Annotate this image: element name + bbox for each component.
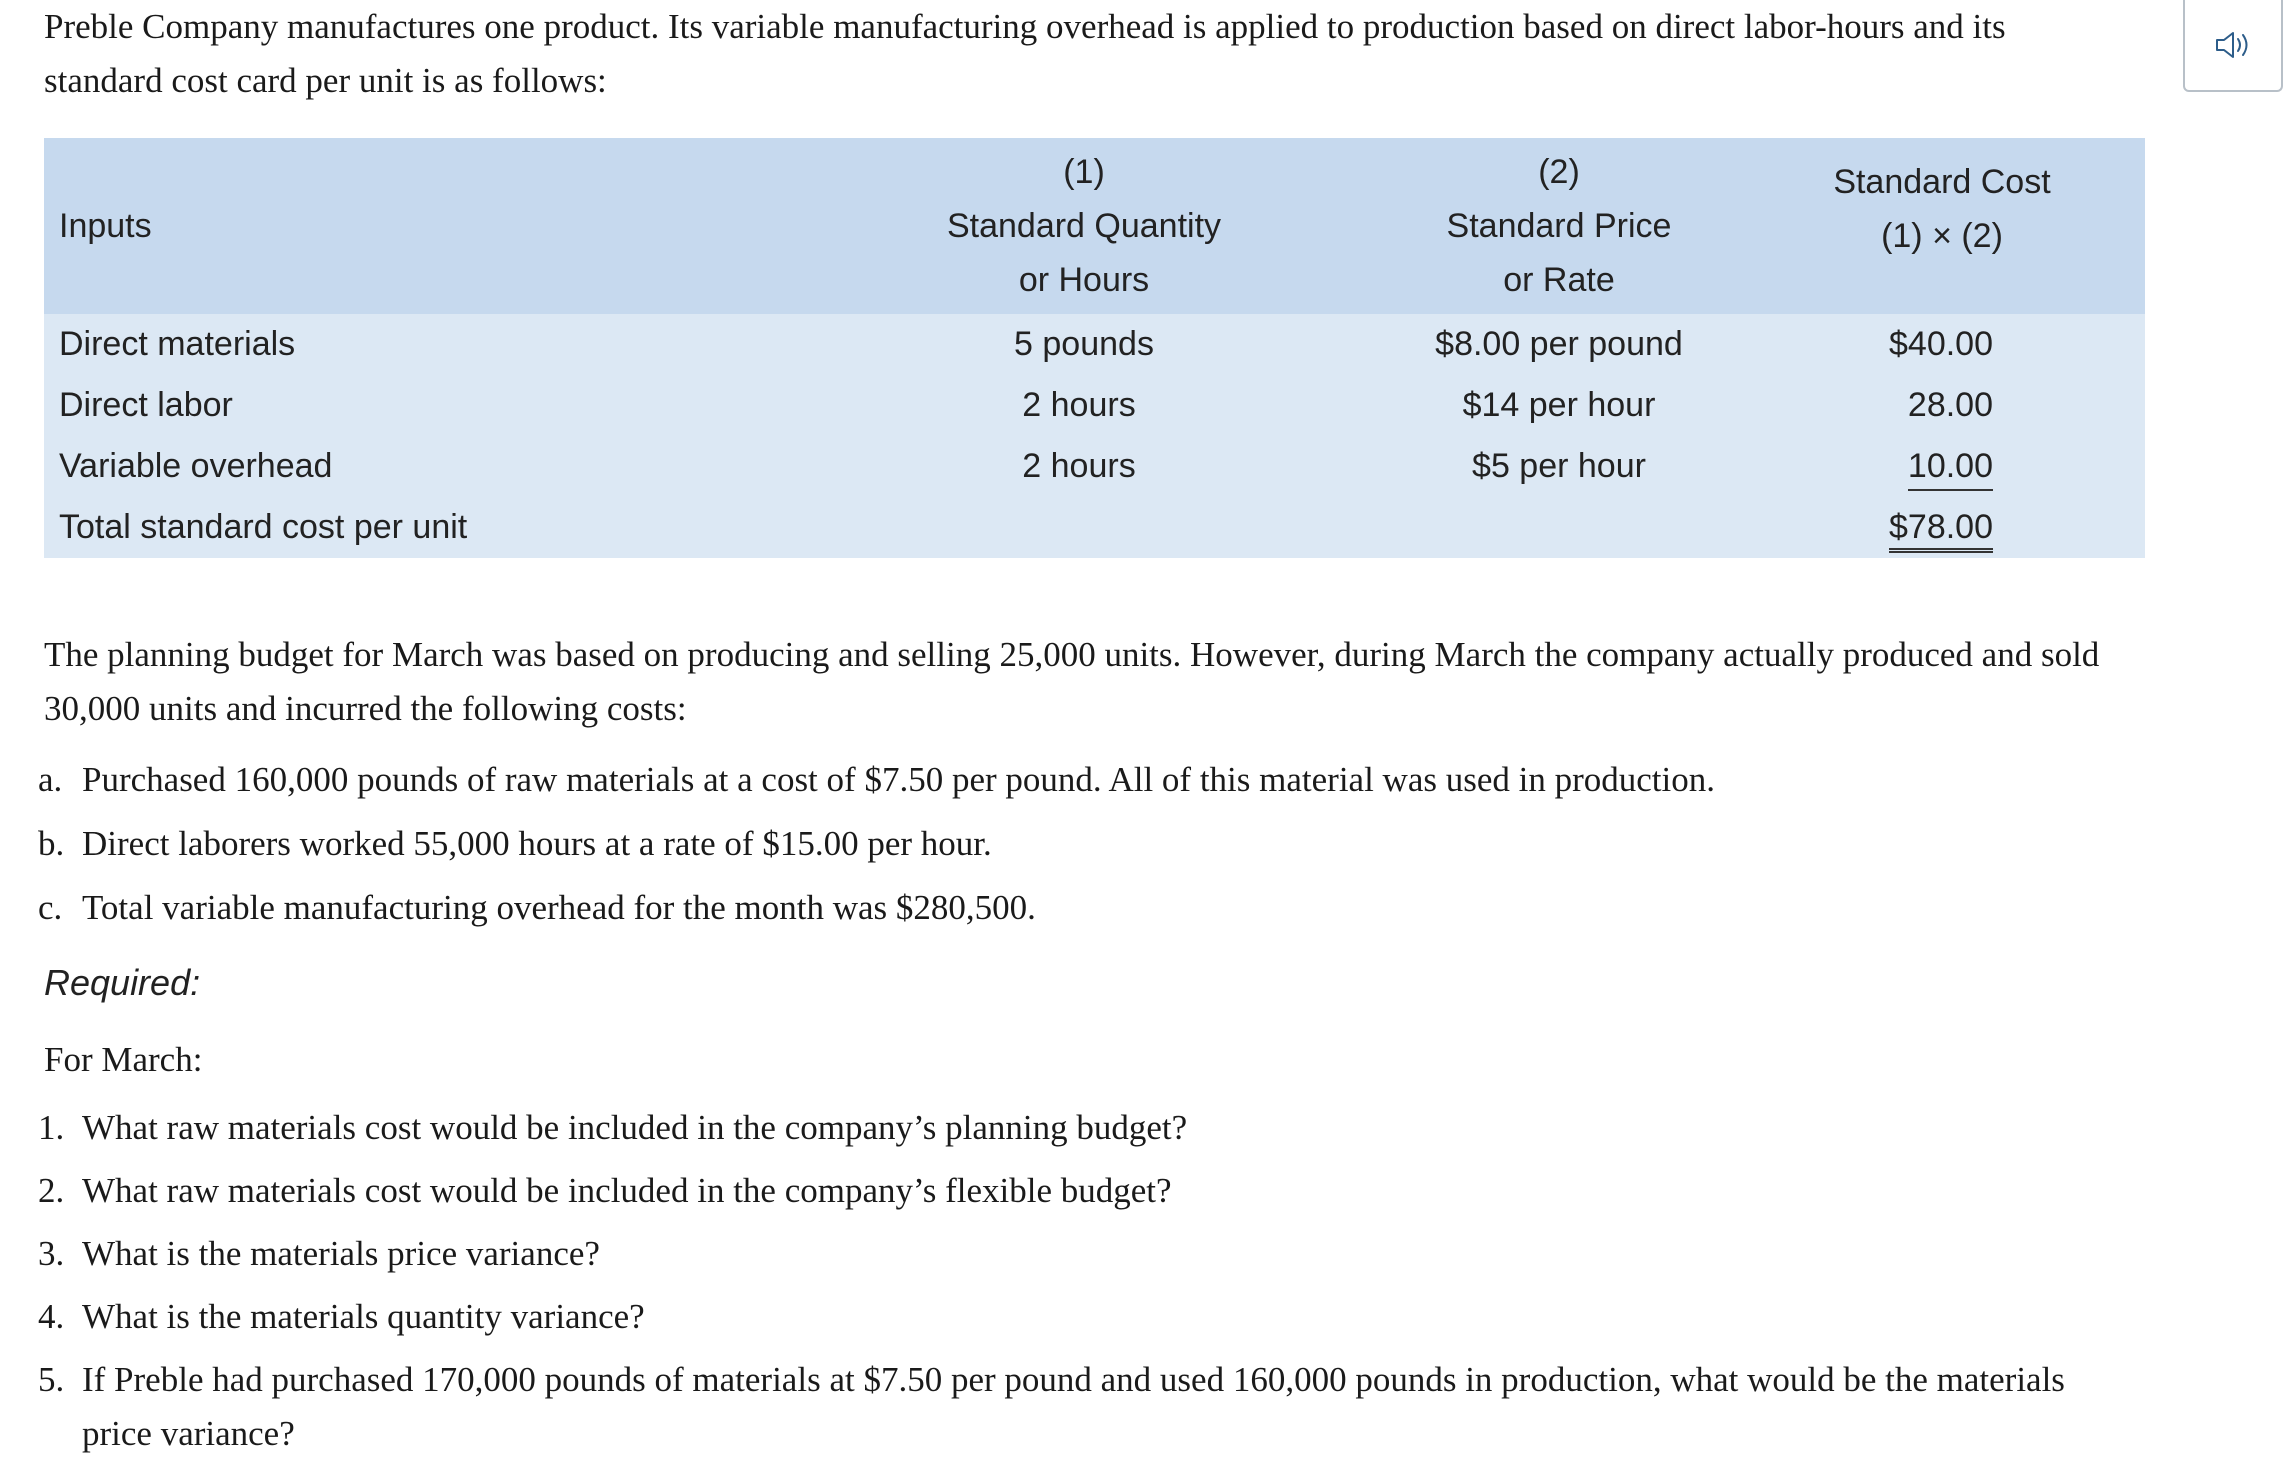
total-label: Total standard cost per unit xyxy=(59,508,468,546)
question-text: What is the materials price variance? xyxy=(82,1234,600,1273)
header-standard-quantity xyxy=(849,138,1319,314)
header-inputs: Inputs xyxy=(59,206,152,245)
row-price: $8.00 per pound xyxy=(1435,325,1683,363)
question-text: If Preble had purchased 170,000 pounds of materials at $7.50 per pound and used 160,000 pounds in production, what would be the materials price variance? xyxy=(82,1360,2065,1453)
row-quantity: 5 pounds xyxy=(1014,325,1154,363)
question-item xyxy=(38,1101,2118,1155)
scenario-paragraph: The planning budget for March was based on producing and selling 25,000 units. However, during March the company actually produced and sold 30,000 units and incurred the following costs: xyxy=(44,635,2100,728)
list-item xyxy=(38,812,1715,876)
table-row xyxy=(44,375,2145,436)
table-total-row xyxy=(44,497,2145,558)
header-price-line1: Standard Price xyxy=(1446,207,1672,245)
question-text: What is the materials quantity variance? xyxy=(82,1297,645,1336)
row-cost: 10.00 xyxy=(1908,447,1993,491)
facts-list xyxy=(38,748,1715,940)
list-item xyxy=(38,748,1715,812)
question-marker: 2. xyxy=(38,1171,65,1210)
question-text: What raw materials cost would be included in the company’s flexible budget? xyxy=(82,1171,1172,1210)
header-qty-number: (1) xyxy=(1063,153,1105,191)
question-item xyxy=(38,1353,2118,1461)
question-marker: 3. xyxy=(38,1234,65,1273)
list-marker: a. xyxy=(38,760,63,799)
speaker-icon xyxy=(2213,29,2253,61)
required-heading: Required: xyxy=(44,962,201,1003)
table-row xyxy=(44,314,2145,375)
list-item xyxy=(38,876,1715,940)
row-label: Direct labor xyxy=(59,386,233,424)
header-cost-line2: (1) × (2) xyxy=(1881,217,2003,255)
question-marker: 4. xyxy=(38,1297,65,1336)
row-label: Direct materials xyxy=(59,325,296,363)
row-cost-cell xyxy=(1799,436,2145,497)
total-cost: $78.00 xyxy=(1889,508,1993,553)
list-item-text: Direct laborers worked 55,000 hours at a rate of $15.00 per hour. xyxy=(82,824,992,863)
standard-cost-table xyxy=(44,138,2145,558)
header-cost-line1: Standard Cost xyxy=(1833,163,2051,201)
table-row xyxy=(44,436,2145,497)
header-price-number: (2) xyxy=(1538,153,1580,191)
intro-paragraph: Preble Company manufactures one product. Its variable manufacturing overhead is applied to production based on direct labor-hours and its standard cost card per unit is as follows: xyxy=(44,7,2006,100)
row-cost: $40.00 xyxy=(1889,325,1993,363)
header-standard-price xyxy=(1319,138,1799,314)
header-standard-cost xyxy=(1799,138,2145,314)
list-marker: c. xyxy=(38,888,63,927)
question-marker: 5. xyxy=(38,1360,65,1399)
questions-list xyxy=(38,1101,2118,1470)
list-marker: b. xyxy=(38,824,65,863)
question-item xyxy=(38,1164,2118,1218)
total-cost-cell xyxy=(1799,497,2145,558)
audio-button[interactable] xyxy=(2183,0,2283,92)
question-marker: 1. xyxy=(38,1108,65,1147)
row-quantity: 2 hours xyxy=(1022,386,1136,424)
list-item-text: Purchased 160,000 pounds of raw materials at a cost of $7.50 per pound. All of this material was used in production. xyxy=(82,760,1716,799)
header-qty-line1: Standard Quantity xyxy=(946,207,1222,245)
row-price: $14 per hour xyxy=(1462,386,1656,424)
total-empty-price xyxy=(1319,497,1799,558)
table-header-row xyxy=(44,138,2145,314)
total-empty-qty xyxy=(849,497,1319,558)
row-quantity: 2 hours xyxy=(1022,447,1136,485)
question-item xyxy=(38,1290,2118,1344)
for-march-label: For March: xyxy=(44,1040,203,1079)
list-item-text: Total variable manufacturing overhead for the month was $280,500. xyxy=(82,888,1036,927)
row-cost: 28.00 xyxy=(1907,386,1993,424)
question-text: What raw materials cost would be included in the company’s planning budget? xyxy=(82,1108,1188,1147)
row-label: Variable overhead xyxy=(59,447,333,485)
row-price: $5 per hour xyxy=(1472,447,1646,485)
question-item xyxy=(38,1227,2118,1281)
header-price-line2: or Rate xyxy=(1503,261,1615,299)
header-qty-line2: or Hours xyxy=(1018,261,1150,299)
